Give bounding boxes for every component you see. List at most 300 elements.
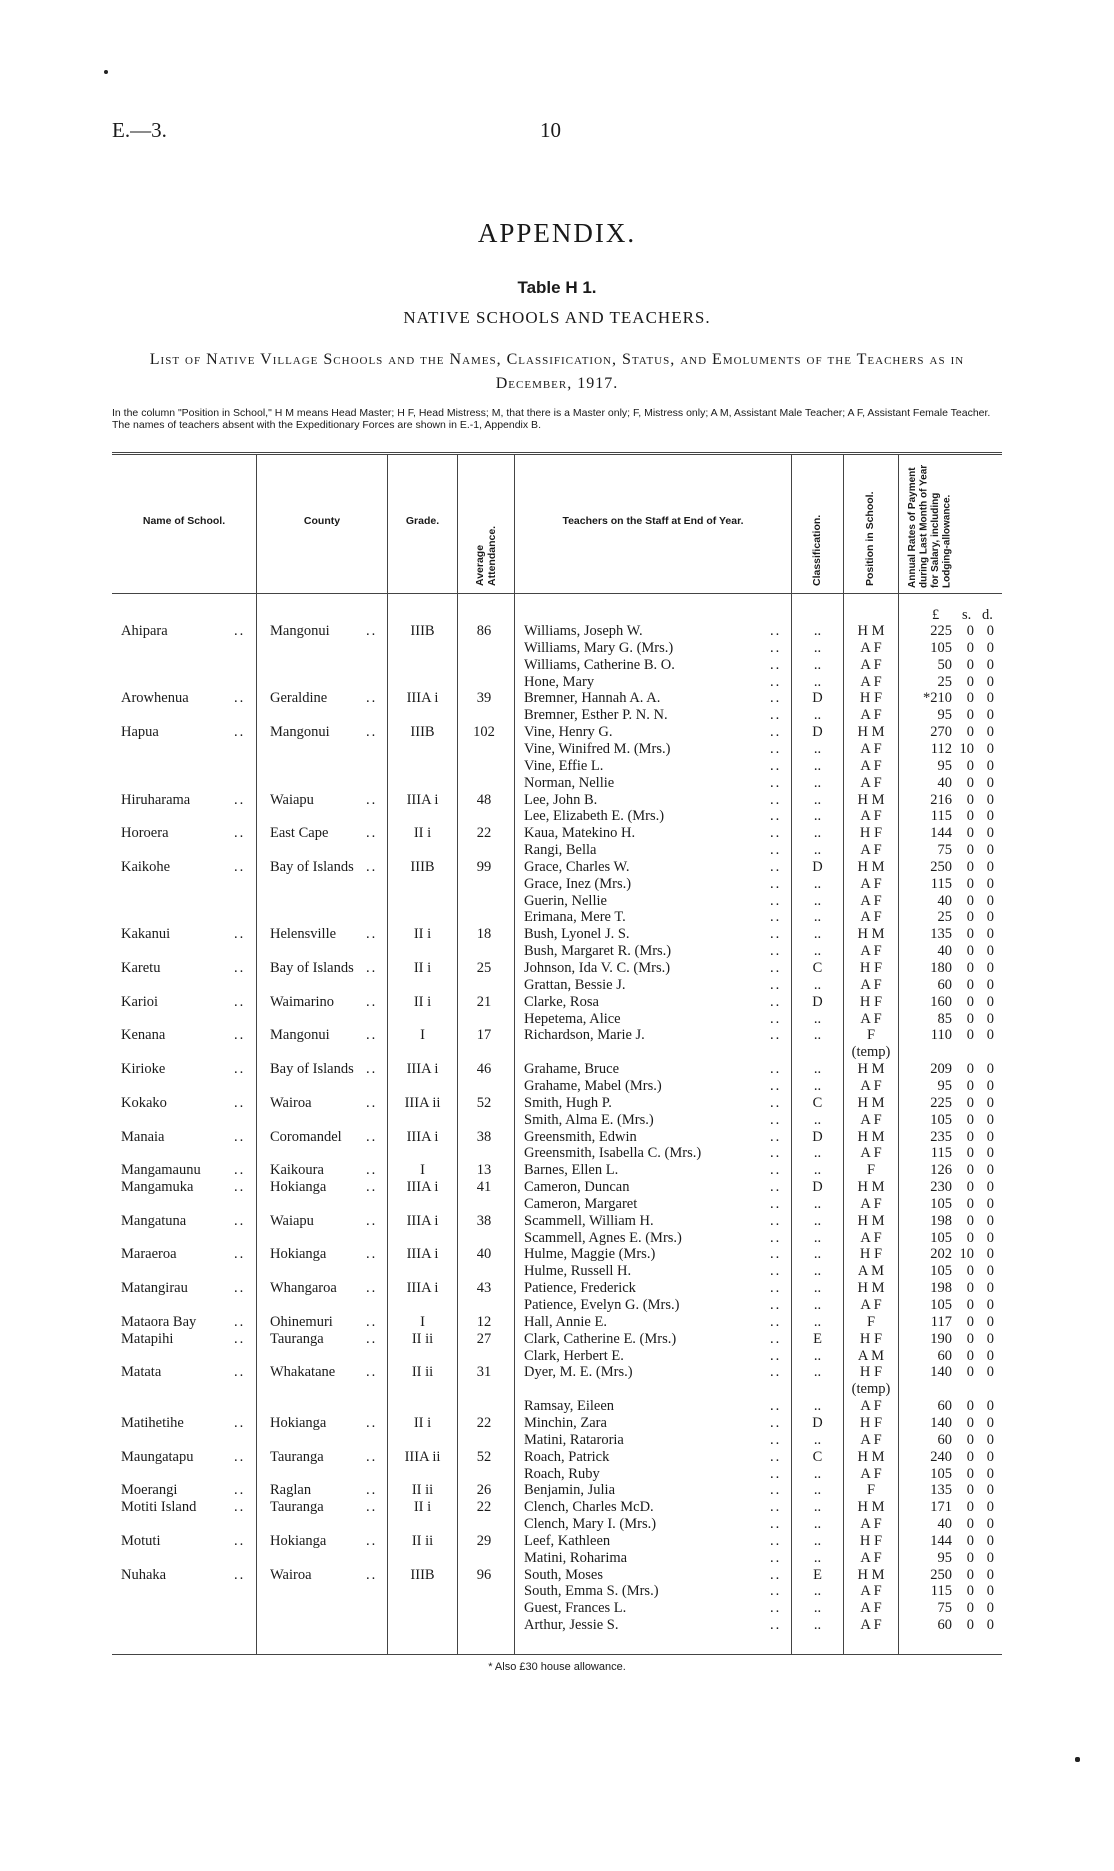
classification-value: ..	[813, 657, 822, 673]
classification-value: ..	[813, 1027, 822, 1043]
salary-pence: 0	[986, 1230, 994, 1246]
salary-pence: 0	[986, 876, 994, 892]
classification-value: ..	[813, 674, 822, 690]
county-name: Bay of Islands	[270, 1061, 354, 1077]
salary-pence: 0	[986, 1196, 994, 1212]
position-value: A F	[860, 893, 882, 909]
teacher-name: Lee, John B.	[524, 792, 598, 808]
classification-value: ..	[813, 1364, 822, 1380]
leader-dots: ..	[234, 960, 246, 976]
grade-value: II i	[413, 825, 432, 841]
teacher-name: Cameron, Duncan	[524, 1179, 630, 1195]
position-value: (temp)	[851, 1044, 891, 1060]
salary-pounds: 160	[930, 994, 952, 1010]
teacher-name: Dyer, M. E. (Mrs.)	[524, 1364, 633, 1380]
salary-shillings: 0	[966, 1179, 974, 1195]
grade-value: IIIA i	[406, 1129, 439, 1145]
grade-value: II i	[413, 1499, 432, 1515]
salary-shillings: 0	[966, 977, 974, 993]
classification-value: ..	[813, 893, 822, 909]
leader-dots: ..	[366, 1415, 378, 1431]
leader-dots: ..	[234, 1331, 246, 1347]
teacher-name: Scammell, William H.	[524, 1213, 654, 1229]
classification-value: ..	[813, 1280, 822, 1296]
county-name: Helensville	[270, 926, 337, 942]
leader-dots: ..	[366, 1314, 378, 1330]
salary-pence: 0	[986, 842, 994, 858]
position-value: A F	[860, 943, 882, 959]
position-value: A M	[857, 1348, 885, 1364]
classification-value: ..	[813, 1516, 822, 1532]
leader-dots: ..	[366, 1331, 378, 1347]
classification-value: ..	[813, 640, 822, 656]
position-value: A F	[860, 707, 882, 723]
salary-shillings: 0	[966, 1112, 974, 1128]
leader-dots: ..	[770, 1027, 782, 1043]
position-value: H F	[859, 994, 883, 1010]
salary-pounds: 60	[937, 1617, 952, 1633]
salary-shillings: 0	[966, 808, 974, 824]
county-name: Tauranga	[270, 1449, 324, 1465]
salary-shillings: 0	[966, 1145, 974, 1161]
leader-dots: ..	[770, 1449, 782, 1465]
leader-dots: ..	[770, 1061, 782, 1077]
salary-pounds: 95	[937, 707, 952, 723]
position-value: F	[866, 1027, 876, 1043]
salary-pounds: 225	[930, 623, 952, 639]
school-name: Kakanui	[121, 926, 171, 942]
salary-shillings: 0	[966, 1078, 974, 1094]
salary-shillings: 0	[966, 1061, 974, 1077]
salary-pence: 0	[986, 1516, 994, 1532]
leader-dots: ..	[234, 1129, 246, 1145]
leader-dots: ..	[770, 1348, 782, 1364]
teacher-name: Hepetema, Alice	[524, 1011, 621, 1027]
leader-dots: ..	[770, 1617, 782, 1633]
salary-pence: 0	[986, 943, 994, 959]
attendance-value: 102	[473, 724, 495, 740]
county-name: Waimarino	[270, 994, 335, 1010]
salary-pounds: 105	[930, 1263, 952, 1279]
salary-shillings: 0	[966, 1583, 974, 1599]
position-value: A F	[860, 1145, 882, 1161]
position-value: A F	[860, 1398, 882, 1414]
grade-value: I	[420, 1027, 425, 1043]
county-name: Hokianga	[270, 1246, 327, 1262]
header-classification: Classification.	[811, 514, 823, 586]
classification-value: C	[812, 1095, 823, 1111]
leader-dots: ..	[770, 994, 782, 1010]
school-name: Manaia	[121, 1129, 165, 1145]
classification-value: ..	[813, 758, 822, 774]
grade-value: II i	[413, 960, 432, 976]
salary-shillings: 0	[966, 1129, 974, 1145]
position-value: A F	[860, 876, 882, 892]
salary-shillings: 0	[966, 825, 974, 841]
header-salary: Annual Rates of Payment during Last Month of Year for Salary, including Lodging-allowance.	[907, 464, 953, 588]
school-name: Mangamaunu	[121, 1162, 201, 1178]
teacher-name: South, Emma S. (Mrs.)	[524, 1583, 659, 1599]
leader-dots: ..	[234, 1027, 246, 1043]
salary-pence: 0	[986, 1499, 994, 1515]
school-name: Matata	[121, 1364, 162, 1380]
salary-pounds: 115	[930, 808, 952, 824]
teacher-name: Leef, Kathleen	[524, 1533, 611, 1549]
salary-shillings: 0	[966, 1331, 974, 1347]
teacher-name: Bremner, Hannah A. A.	[524, 690, 661, 706]
county-name: Bay of Islands	[270, 859, 354, 875]
classification-value: ..	[813, 741, 822, 757]
leader-dots: ..	[234, 1162, 246, 1178]
classification-value: ..	[813, 1230, 822, 1246]
salary-shillings: 0	[966, 893, 974, 909]
leader-dots: ..	[234, 792, 246, 808]
teacher-name: Hone, Mary	[524, 674, 595, 690]
salary-pence: 0	[986, 909, 994, 925]
position-value: A F	[860, 657, 882, 673]
position-value: H F	[859, 1364, 883, 1380]
leader-dots: ..	[770, 674, 782, 690]
classification-value: ..	[813, 1112, 822, 1128]
classification-value: ..	[813, 1061, 822, 1077]
salary-pounds: 95	[937, 758, 952, 774]
teacher-name: Williams, Catherine B. O.	[524, 657, 675, 673]
position-value: H M	[857, 1095, 885, 1111]
county-name: Tauranga	[270, 1499, 324, 1515]
grade-value: II ii	[411, 1482, 434, 1498]
leader-dots: ..	[366, 825, 378, 841]
classification-value: ..	[813, 876, 822, 892]
salary-shillings: 0	[966, 1027, 974, 1043]
salary-pence: 0	[986, 893, 994, 909]
leader-dots: ..	[770, 1213, 782, 1229]
salary-shillings: 0	[966, 1449, 974, 1465]
grade-value: IIIB	[410, 623, 435, 639]
salary-pounds: 180	[930, 960, 952, 976]
position-value: A F	[860, 640, 882, 656]
salary-pounds: 110	[930, 1027, 952, 1043]
leader-dots: ..	[366, 1162, 378, 1178]
classification-value: D	[812, 1415, 823, 1431]
position-value: A F	[860, 1432, 882, 1448]
salary-shillings: 0	[966, 859, 974, 875]
leader-dots: ..	[770, 1145, 782, 1161]
leader-dots: ..	[770, 842, 782, 858]
leader-dots: ..	[770, 1196, 782, 1212]
salary-pence: 0	[986, 926, 994, 942]
county-name: Waiapu	[270, 792, 314, 808]
salary-pounds: 171	[930, 1499, 952, 1515]
leader-dots: ..	[366, 1499, 378, 1515]
leader-dots: ..	[770, 893, 782, 909]
salary-shillings: 0	[966, 1466, 974, 1482]
grade-value: II ii	[411, 1533, 434, 1549]
leader-dots: ..	[770, 977, 782, 993]
position-value: H F	[859, 960, 883, 976]
leader-dots: ..	[366, 1129, 378, 1145]
salary-pence: 0	[986, 1095, 994, 1111]
salary-pounds: 105	[930, 640, 952, 656]
salary-pence: 0	[986, 1179, 994, 1195]
position-value: A F	[860, 909, 882, 925]
leader-dots: ..	[234, 1314, 246, 1330]
position-value: A F	[860, 674, 882, 690]
salary-pounds: 135	[930, 926, 952, 942]
salary-shillings: 0	[966, 1432, 974, 1448]
leader-dots: ..	[366, 1280, 378, 1296]
classification-value: ..	[813, 792, 822, 808]
salary-shillings: 0	[966, 674, 974, 690]
county-name: Bay of Islands	[270, 960, 354, 976]
position-value: H M	[857, 1061, 885, 1077]
school-name: Hapua	[121, 724, 159, 740]
salary-shillings: 0	[966, 724, 974, 740]
leader-dots: ..	[366, 994, 378, 1010]
leader-dots: ..	[770, 758, 782, 774]
attendance-value: 96	[476, 1567, 492, 1583]
position-value: A F	[860, 842, 882, 858]
classification-value: ..	[813, 707, 822, 723]
currency-pence: d.	[982, 607, 993, 623]
salary-pence: 0	[986, 1011, 994, 1027]
teacher-name: Grahame, Mabel (Mrs.)	[524, 1078, 662, 1094]
school-name: Mangamuka	[121, 1179, 194, 1195]
salary-shillings: 0	[966, 758, 974, 774]
school-name: Mangatuna	[121, 1213, 187, 1229]
header-grade: Grade.	[405, 515, 440, 527]
salary-pence: 0	[986, 1466, 994, 1482]
salary-pence: 0	[986, 741, 994, 757]
salary-pence: 0	[986, 724, 994, 740]
salary-shillings: 0	[966, 1095, 974, 1111]
appendix-title: APPENDIX.	[477, 218, 637, 248]
classification-value: ..	[813, 926, 822, 942]
salary-shillings: 0	[966, 1314, 974, 1330]
county-name: Mangonui	[270, 1027, 330, 1043]
school-name: Matangirau	[121, 1280, 188, 1296]
salary-pounds: 40	[937, 775, 952, 791]
teacher-name: Vine, Effie L.	[524, 758, 604, 774]
teacher-name: Greensmith, Edwin	[524, 1129, 637, 1145]
salary-pounds: 105	[930, 1466, 952, 1482]
classification-value: ..	[813, 1432, 822, 1448]
position-value: H M	[857, 1567, 885, 1583]
school-name: Kenana	[121, 1027, 166, 1043]
leader-dots: ..	[770, 1297, 782, 1313]
teacher-name: Grace, Inez (Mrs.)	[524, 876, 632, 892]
position-value: A F	[860, 1550, 882, 1566]
salary-shillings: 0	[966, 876, 974, 892]
grade-value: IIIA i	[406, 1246, 439, 1262]
classification-value: ..	[813, 1583, 822, 1599]
teacher-name: Matini, Rataroria	[524, 1432, 624, 1448]
header-county: County	[303, 515, 341, 527]
county-name: Kaikoura	[270, 1162, 324, 1178]
attendance-value: 22	[476, 825, 492, 841]
salary-shillings: 0	[966, 1348, 974, 1364]
leader-dots: ..	[366, 1027, 378, 1043]
school-name: Matapihi	[121, 1331, 174, 1347]
school-name: Ahipara	[121, 623, 168, 639]
salary-shillings: 0	[966, 1516, 974, 1532]
leader-dots: ..	[770, 1230, 782, 1246]
grade-value: IIIA ii	[404, 1449, 441, 1465]
leader-dots: ..	[770, 960, 782, 976]
school-name: Hiruharama	[121, 792, 191, 808]
salary-pence: 0	[986, 657, 994, 673]
classification-value: ..	[813, 1297, 822, 1313]
attendance-value: 18	[476, 926, 492, 942]
leader-dots: ..	[770, 909, 782, 925]
leader-dots: ..	[770, 1398, 782, 1414]
grade-value: IIIA i	[406, 690, 439, 706]
teacher-name: Clench, Charles McD.	[524, 1499, 654, 1515]
teacher-name: Patience, Frederick	[524, 1280, 636, 1296]
teacher-name: Benjamin, Julia	[524, 1482, 616, 1498]
salary-pence: 0	[986, 1449, 994, 1465]
leader-dots: ..	[770, 1179, 782, 1195]
school-name: Horoera	[121, 825, 169, 841]
salary-shillings: 0	[966, 1482, 974, 1498]
salary-shillings: 0	[966, 1499, 974, 1515]
leader-dots: ..	[234, 1213, 246, 1229]
leader-dots: ..	[770, 1516, 782, 1532]
leader-dots: ..	[366, 926, 378, 942]
position-value: H M	[857, 1179, 885, 1195]
leader-dots: ..	[234, 1482, 246, 1498]
teacher-name: Clench, Mary I. (Mrs.)	[524, 1516, 657, 1532]
county-name: Wairoa	[270, 1095, 312, 1111]
grade-value: IIIA i	[406, 1061, 439, 1077]
position-value: A F	[860, 758, 882, 774]
salary-pence: 0	[986, 1078, 994, 1094]
salary-pence: 0	[986, 674, 994, 690]
leader-dots: ..	[770, 1314, 782, 1330]
salary-pence: 0	[986, 1533, 994, 1549]
salary-pounds: 95	[937, 1550, 952, 1566]
position-value: F	[866, 1162, 876, 1178]
attendance-value: 52	[476, 1449, 492, 1465]
salary-pounds: 115	[930, 1145, 952, 1161]
attendance-value: 48	[476, 792, 492, 808]
salary-pounds: 60	[937, 1348, 952, 1364]
leader-dots: ..	[770, 1583, 782, 1599]
leader-dots: ..	[234, 1061, 246, 1077]
classification-value: ..	[813, 808, 822, 824]
leader-dots: ..	[770, 657, 782, 673]
attendance-value: 21	[476, 994, 492, 1010]
salary-pence: 0	[986, 1398, 994, 1414]
salary-shillings: 10	[959, 1246, 974, 1262]
teacher-name: Johnson, Ida V. C. (Mrs.)	[524, 960, 671, 976]
salary-pounds: 144	[930, 825, 952, 841]
position-value: A F	[860, 1617, 882, 1633]
county-name: Mangonui	[270, 623, 330, 639]
teacher-name: Hulme, Maggie (Mrs.)	[524, 1246, 656, 1262]
salary-shillings: 0	[966, 1196, 974, 1212]
leader-dots: ..	[770, 1533, 782, 1549]
currency-shillings: s.	[962, 607, 972, 623]
county-name: Tauranga	[270, 1331, 324, 1347]
classification-value: ..	[813, 1398, 822, 1414]
attendance-value: 99	[476, 859, 492, 875]
header-teachers: Teachers on the Staff at End of Year.	[562, 515, 744, 527]
attendance-value: 86	[476, 623, 492, 639]
position-value: H M	[857, 926, 885, 942]
position-value: H M	[857, 623, 885, 639]
teacher-name: Scammell, Agnes E. (Mrs.)	[524, 1230, 682, 1246]
classification-value: D	[812, 859, 823, 875]
classification-value: ..	[813, 1617, 822, 1633]
classification-value: ..	[813, 1348, 822, 1364]
teacher-name: Bush, Lyonel J. S.	[524, 926, 630, 942]
leader-dots: ..	[234, 1415, 246, 1431]
grade-value: II ii	[411, 1364, 434, 1380]
classification-value: ..	[813, 1196, 822, 1212]
teacher-name: Clark, Herbert E.	[524, 1348, 624, 1364]
attendance-value: 25	[476, 960, 492, 976]
teacher-name: Smith, Alma E. (Mrs.)	[524, 1112, 654, 1128]
salary-pence: 0	[986, 1314, 994, 1330]
salary-pounds: 75	[937, 1600, 952, 1616]
header-attendance: Average Attendance.	[474, 525, 498, 586]
teacher-name: Roach, Ruby	[524, 1466, 600, 1482]
salary-pounds: 115	[930, 876, 952, 892]
salary-pounds: 85	[937, 1011, 952, 1027]
position-value: H M	[857, 1213, 885, 1229]
teacher-name: Vine, Henry G.	[524, 724, 613, 740]
teacher-name: Bush, Margaret R. (Mrs.)	[524, 943, 672, 959]
position-value: H M	[857, 1280, 885, 1296]
salary-pence: 0	[986, 994, 994, 1010]
salary-shillings: 0	[966, 690, 974, 706]
document-reference: E.—3.	[112, 118, 167, 142]
classification-value: D	[812, 1129, 823, 1145]
county-name: Whangaroa	[270, 1280, 337, 1296]
salary-shillings: 0	[966, 943, 974, 959]
salary-pounds: 190	[930, 1331, 952, 1347]
leader-dots: ..	[770, 1499, 782, 1515]
classification-value: ..	[813, 977, 822, 993]
salary-shillings: 0	[966, 994, 974, 1010]
position-value: H M	[857, 792, 885, 808]
classification-value: ..	[813, 1482, 822, 1498]
classification-value: ..	[813, 1078, 822, 1094]
leader-dots: ..	[366, 1061, 378, 1077]
school-name: Karetu	[121, 960, 161, 976]
leader-dots: ..	[770, 724, 782, 740]
salary-pounds: 230	[930, 1179, 952, 1195]
attendance-value: 29	[476, 1533, 492, 1549]
grade-value: II i	[413, 994, 432, 1010]
leader-dots: ..	[234, 1567, 246, 1583]
leader-dots: ..	[770, 876, 782, 892]
salary-pence: 0	[986, 1246, 994, 1262]
salary-shillings: 0	[966, 926, 974, 942]
salary-pence: 0	[986, 1364, 994, 1380]
salary-shillings: 0	[966, 1213, 974, 1229]
leader-dots: ..	[366, 1179, 378, 1195]
salary-pence: 0	[986, 1567, 994, 1583]
grade-value: IIIB	[410, 859, 435, 875]
leader-dots: ..	[366, 1213, 378, 1229]
salary-pounds: 60	[937, 1432, 952, 1448]
salary-pence: 0	[986, 1280, 994, 1296]
salary-pence: 0	[986, 1027, 994, 1043]
teacher-name: Hall, Annie E.	[524, 1314, 607, 1330]
leader-dots: ..	[770, 1567, 782, 1583]
position-value: H M	[857, 859, 885, 875]
